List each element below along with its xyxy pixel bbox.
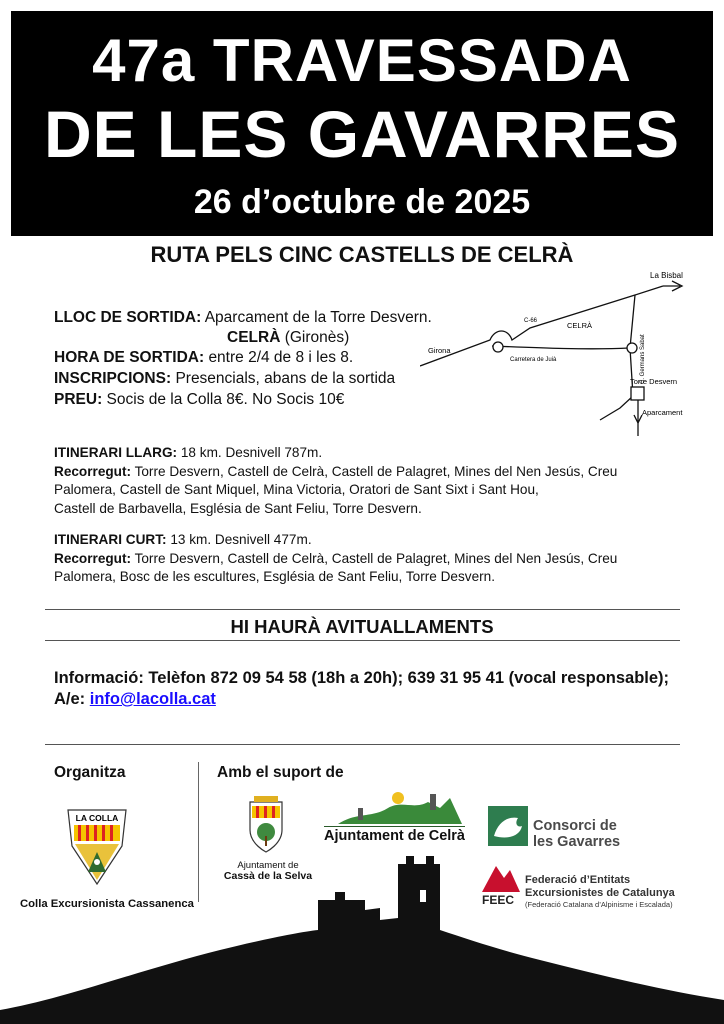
long-route-recorregut-label: Recorregut: [54, 463, 132, 479]
start-time-label: HORA DE SORTIDA: [54, 349, 205, 366]
contact-info [54, 668, 694, 710]
registration [54, 369, 395, 389]
short-route-stats: 13 km. Desnivell 477m. [170, 532, 312, 547]
start-time-value: entre 2/4 de 8 i les 8. [208, 349, 354, 366]
cassa-line-1: Ajuntament de [237, 860, 299, 871]
short-route-header [54, 531, 674, 550]
registration-value: Presencials, abans de la sortida [175, 370, 396, 387]
registration-label: INSCRIPCIONS: [54, 370, 172, 387]
map-label-la-bisbal: La Bisbal [650, 271, 683, 280]
long-route-text-1: Torre Desvern, Castell de Celrà, Castell de Palagret, Mines del Nen Jesús, Creu [134, 463, 618, 479]
event-date: 26 d’octubre de 2025 [193, 183, 531, 221]
long-route-line-3: Castell de Barbavella, Església de Sant Feliu, Torre Desvern. [54, 500, 422, 516]
route-subtitle: RUTA PELS CINC CASTELLS DE CELRÀ [150, 242, 574, 267]
consorci-line-1: Consorci de [533, 818, 617, 834]
start-location-label: LLOC DE SORTIDA: [54, 309, 202, 326]
road-c66 [420, 286, 663, 366]
long-route-label: ITINERARI LLARG: [54, 445, 178, 460]
shield-text: LA COLLA [75, 813, 119, 823]
price-value: Socis de la Colla 8€. No Socis 10€ [106, 391, 345, 408]
consorci-logo-text [533, 818, 620, 850]
feec-line-1: Federació d’Entitats [525, 874, 631, 886]
feec-abbr: FEEC [482, 893, 515, 907]
short-route-line-2: Palomera, Bosc de les escultures, Església de Sant Feliu, Torre Desvern. [54, 569, 495, 584]
short-route-recorregut-label: Recorregut: [54, 550, 132, 566]
start-town [227, 328, 349, 348]
roundabout-icon [627, 343, 637, 353]
map-label-celra: CELRÀ [567, 321, 593, 330]
header-banner [11, 11, 713, 236]
celra-logo-text: Ajuntament de Celrà [324, 828, 465, 844]
price [54, 390, 344, 410]
refreshments-notice: HI HAURÀ AVITUALLAMENTS [230, 616, 494, 637]
contact-text: Informació: Telèfon 872 09 54 58 (18h a 20h); 639 31 95 41 (vocal responsable); A/e: [54, 669, 670, 708]
road-jua [492, 346, 629, 349]
road-south [600, 396, 633, 420]
route-map [420, 268, 690, 443]
price-label: PREU: [54, 391, 103, 408]
start-location [54, 308, 432, 328]
feec-line-2: Excursionistes de Catalunya [525, 886, 675, 899]
organizer-name: Colla Excursionista Cassanenca [20, 898, 194, 910]
long-route-stats: 18 km. Desnivell 787m. [180, 445, 323, 460]
long-route-header [54, 444, 674, 463]
map-label-c66: C-66 [524, 318, 538, 324]
long-route-line-2: Palomera, Castell de Sant Miquel, Mina Victoria, Oratori de Sant Sixt i Sant Hou, [54, 482, 539, 497]
cassa-line-2: Cassà de la Selva [223, 870, 313, 882]
feec-line-3: (Federació Catalana d’Alpinisme i Escalada) [525, 900, 673, 909]
map-label-torre-desvern: Torre Desvern [630, 377, 678, 386]
contact-email-link[interactable]: info@lacolla.cat [89, 690, 216, 708]
divider [45, 609, 680, 610]
roundabout-icon [493, 342, 503, 352]
cassa-coat-of-arms-icon [244, 794, 288, 856]
castle-silhouette-icon [0, 850, 724, 1024]
map-label-jua: Carretera de Juià [510, 357, 557, 363]
map-label-girona: Girona [428, 346, 451, 355]
parking-marker-icon [631, 387, 644, 400]
divider [45, 744, 680, 745]
support-label: Amb el suport de [217, 764, 344, 781]
start-town-name: CELRÀ [227, 329, 281, 346]
map-label-germans-sabat: C. Germans Sabat [640, 334, 646, 384]
consorci-logo-icon [488, 806, 528, 846]
map-label-aparcament: Aparcament [642, 408, 683, 417]
start-time [54, 348, 353, 368]
title-line-1: 47a TRAVESSADA [92, 27, 632, 94]
celra-logo-icon [336, 788, 466, 828]
consorci-line-2: les Gavarres [533, 834, 621, 850]
short-route-text-1: Torre Desvern, Castell de Celrà, Castell de Palagret, Mines del Nen Jesús, Creu [134, 550, 618, 566]
long-route-line-1 [54, 463, 674, 482]
long-route [54, 444, 674, 518]
start-town-region: (Gironès) [284, 329, 350, 346]
start-location-value: Aparcament de la Torre Desvern. [204, 309, 432, 326]
divider [45, 640, 680, 641]
title-line-2: DE LES GAVARRES [44, 97, 680, 171]
short-route-line-1 [54, 550, 674, 569]
short-route [54, 531, 674, 587]
organizer-label: Organitza [54, 764, 126, 781]
short-route-label: ITINERARI CURT: [54, 532, 167, 547]
